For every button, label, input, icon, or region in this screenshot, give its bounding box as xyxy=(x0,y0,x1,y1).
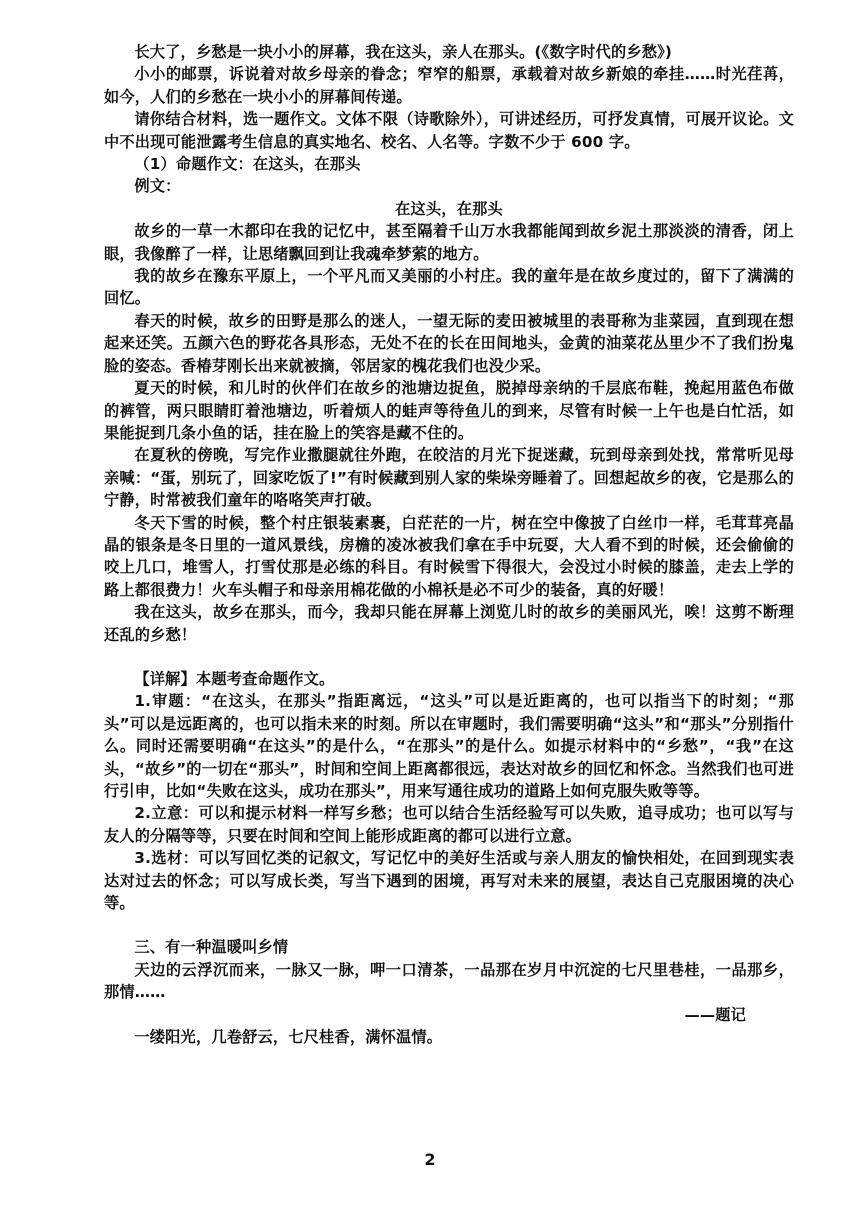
paragraph-gap xyxy=(104,914,794,936)
paragraph: 春天的时候，故乡的田野是那么的迷人，一望无际的麦田被城里的表哥称为韭菜园，直到现在想起来还笑。五颜六色的野花各具形态，无处不在的长在田间地头，金黄的油菜花丛里少不了我们扮鬼脸的姿态。香椿芽刚长出来就被摘，邻居家的槐花我们也没少采。 xyxy=(104,311,794,375)
paragraph: 请你结合材料，选一题作文。文体不限（诗歌除外），可讲述经历，可抒发真情，可展开议论。文中不出现可能泄露考生信息的真实地名、校名、人名等。字数不少于 600 字。 xyxy=(104,110,794,151)
paragraph: 【详解】本题考查命题作文。 xyxy=(134,669,335,688)
paragraph: 故乡的一草一木都印在我的记忆中，甚至隔着千山万水我都能闻到故乡泥土那淡淡的清香，闭上眼，我像醉了一样，让思绪飘回到让我魂牵梦萦的地方。 xyxy=(104,222,794,263)
paragraph: 夏天的时候，和儿时的伙伴们在故乡的池塘边捉鱼，脱掉母亲纳的千层底布鞋，挽起用蓝色布做的裤管，两只眼睛盯着池塘边，听着烦人的蛙声等待鱼儿的到来，尽管有时候一上午也是白忙活，如果能捉到几条小鱼的话，挂在脸上的笑容是藏不住的。 xyxy=(104,379,794,442)
paragraph: ——题记 xyxy=(684,1005,746,1024)
paragraph: （1）命题作文：在这头，在那头 xyxy=(134,155,361,174)
paragraph-gap xyxy=(104,646,794,668)
paragraph: 在夏秋的傍晚，写完作业撒腿就往外跑，在皎洁的月光下捉迷藏，玩到母亲到处找，常常听见母亲喊：“蛋，别玩了，回家吃饭了!”有时候藏到别人家的柴垛旁睡着了。回想起故乡的夜，它是那么的宁静，时常被我们童年的咯咯笑声打破。 xyxy=(104,446,794,510)
paragraph: 三、有一种温暖叫乡情 xyxy=(134,938,289,957)
paragraph: 3.选材：可以写回忆类的记叙文，写记忆中的美好生活或与亲人朋友的愉快相处，在回到现实表达对过去的怀念；可以写成长类，写当下遇到的困境，再写对未来的展望，表达自己克服困境的决心等。 xyxy=(104,849,794,913)
paragraph: 1.审题：“在这头，在那头”指距离远，“这头”可以是近距离的，也可以指当下的时刻；“那头”可以是远距离的，也可以指未来的时刻。所以在审题时，我们需要明确“这头”和“那头”分别指什么。同时还需要明确“在这头”的是什么，“在那头”的是什么。如提示材料中的“乡愁”，“我”在这头，“故乡”的一切在“那头”，时间和空间上距离都很远，表达对故乡的回忆和怀念。当然我们也可进行引申，比如“失败在这头，成功在那头”，用来写通往成功的道路上如何克服失败等等。 xyxy=(104,692,794,800)
document-body xyxy=(104,41,794,1048)
paragraph: 冬天下雪的时候，整个村庄银装素裹，白茫茫的一片，树在空中像披了白丝巾一样，毛茸茸亮晶晶的银条是冬日里的一道风景线，房檐的凌冰被我们拿在手中玩耍，大人看不到的时候，还会偷偷的咬上几口，堆雪人，打雪仗那是必练的科目。有时候雪下得很大，会没过小时候的膝盖，走去上学的路上都很费力！火车头帽子和母亲用棉花做的小棉袄是必不可少的装备，真的好暖！ xyxy=(104,513,794,599)
paragraph: 在这头，在那头 xyxy=(395,199,503,218)
paragraph: 例文： xyxy=(134,177,181,196)
paragraph: 我在这头，故乡在那头，而今，我却只能在屏幕上浏览儿时的故乡的美丽风光，唉！这剪不断理还乱的乡愁！ xyxy=(104,603,794,644)
paragraph: 我的故乡在豫东平原上，一个平凡而又美丽的小村庄。我的童年是在故乡度过的，留下了满满的回忆。 xyxy=(104,267,794,308)
page-number: 2 xyxy=(424,1150,436,1169)
paragraph: 小小的邮票，诉说着对故乡母亲的眷念；窄窄的船票，承载着对故乡新娘的牵挂……时光荏苒，如今，人们的乡愁在一块小小的屏幕间传递。 xyxy=(104,65,794,106)
paragraph: 长大了，乡愁是一块小小的屏幕，我在这头，亲人在那头。(《数字时代的乡愁》) xyxy=(134,43,673,61)
paragraph: 天边的云浮沉而来，一脉又一脉，呷一口清茶，一品那在岁月中沉淀的七尺里巷桂，一品那乡，那情…… xyxy=(104,960,794,1002)
paragraph: 2.立意：可以和提示材料一样写乡愁；也可以结合生活经验写可以失败，追寻成功；也可以写与友人的分隔等等，只要在时间和空间上能形成距离的都可以进行立意。 xyxy=(104,804,794,845)
paragraph: 一缕阳光，几卷舒云，七尺桂香，满怀温情。 xyxy=(134,1028,443,1047)
